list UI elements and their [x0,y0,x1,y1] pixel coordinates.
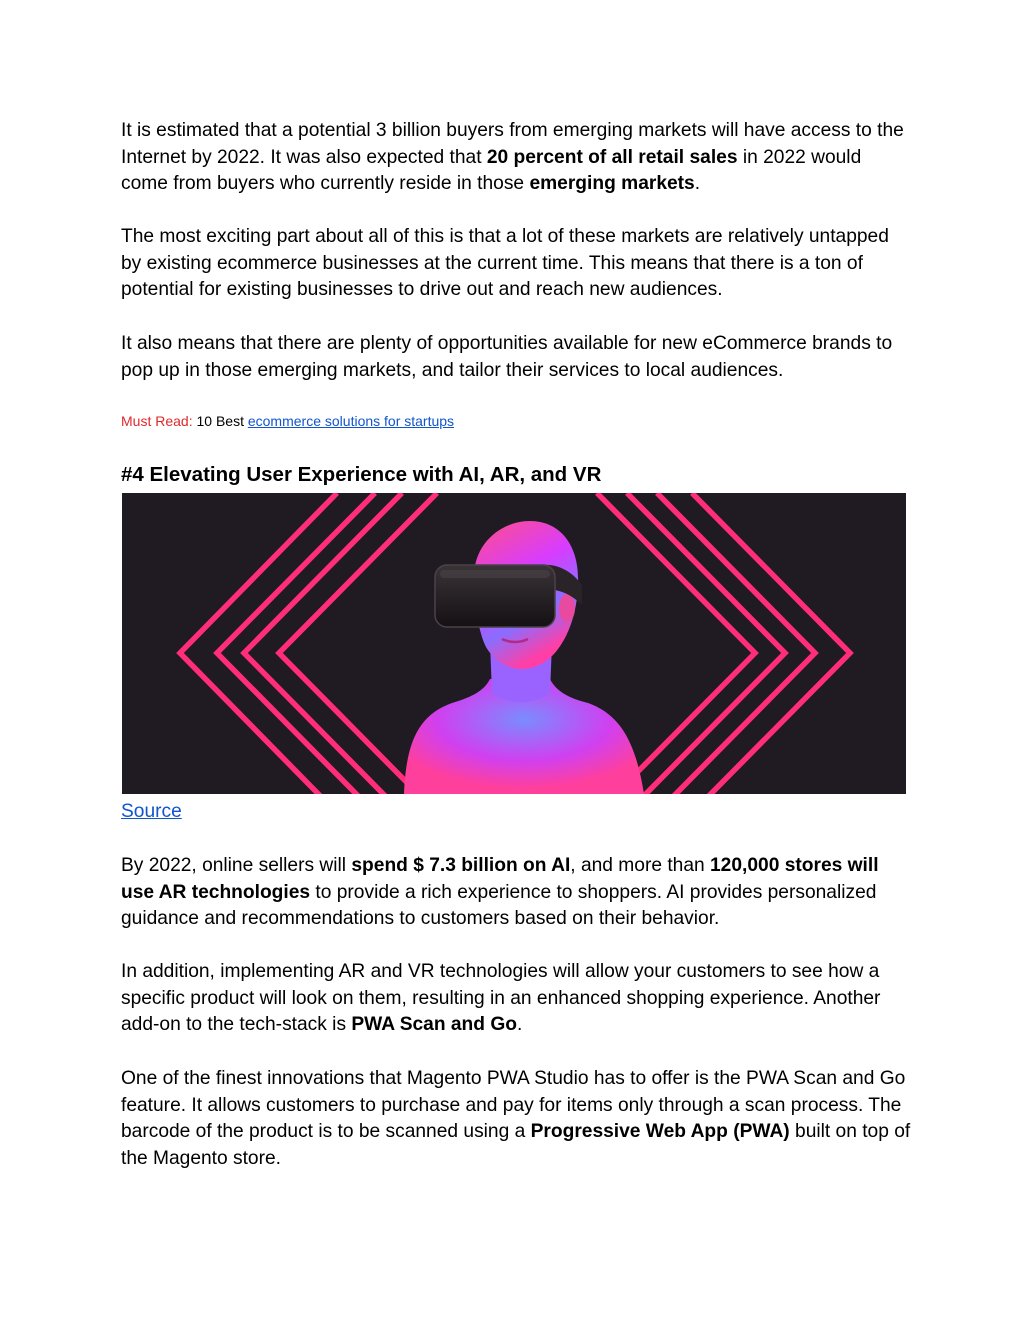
paragraph-ai-ar-spend [121,853,911,933]
left-chevrons [180,493,437,794]
paragraph-untapped-markets: The most exciting part about all of this is that a lot of these markets are relatively untapped by existing ecommerce businesses at the current time. This means that there is a ton of potential for existing businesses to drive out and reach new audiences. [121,226,889,301]
paragraph-ar-vr [121,959,911,1039]
bold-text: Progressive Web App (PWA) [530,1121,790,1143]
text-run: It is estimated that a potential 3 billion buyers from emerging markets will have access to the Internet by 2022. It was also expected that [121,120,904,168]
text-run: to provide a rich experience to shoppers. AI provides personalized guidance and recommendations to customers based on their behavior. [121,881,877,930]
bold-text: 20 percent of all retail sales [486,146,738,168]
must-read-text: 10 Best [192,413,248,429]
text-run: In addition, implementing AR and VR technologies will allow your customers to see how a specific product will look on them, resulting in an enhanced shopping experience. Another add-on to the tech-stack is [121,961,881,1036]
must-read-label: Must Read: [121,413,193,429]
bold-text: 120,000 stores will use AR technologies [121,855,879,903]
must-read-line [121,412,454,430]
paragraph-emerging-markets [121,118,911,198]
bold-text: PWA Scan and Go [351,1014,517,1036]
text-run: . [694,173,701,195]
ear [559,594,575,622]
right-chevrons [597,493,850,794]
text-run: in 2022 would come from buyers who currently reside in those [121,146,862,195]
must-read-link[interactable]: ecommerce solutions for startups [247,413,455,429]
paragraph-pwa-scan-go [121,1066,911,1172]
text-run: One of the finest innovations that Magento PWA Studio has to offer is the PWA Scan and Go feature. It allows customers to purchase and pay for items only through a scan process. The barcode of the product is to be scanned using a [121,1068,906,1143]
bold-text: emerging markets [529,173,695,195]
vr-illustration [122,493,906,794]
text-run: built on top of the Magento store. [121,1121,911,1169]
vr-hero-image [122,493,906,794]
text-run: By 2022, online sellers will [121,855,352,876]
text-run: . [516,1014,523,1036]
section-heading: #4 Elevating User Experience with AI, AR, and VR [121,463,602,486]
text-run: , and more than [570,855,711,876]
paragraph-opportunities: It also means that there are plenty of opportunities available for new eCommerce brands to pop up in those emerging markets, and tailor their services to local audiences. [121,333,893,381]
bold-text: spend $ 7.3 billion on AI [351,855,571,876]
source-link[interactable]: Source [121,801,182,822]
image-source [121,800,182,824]
